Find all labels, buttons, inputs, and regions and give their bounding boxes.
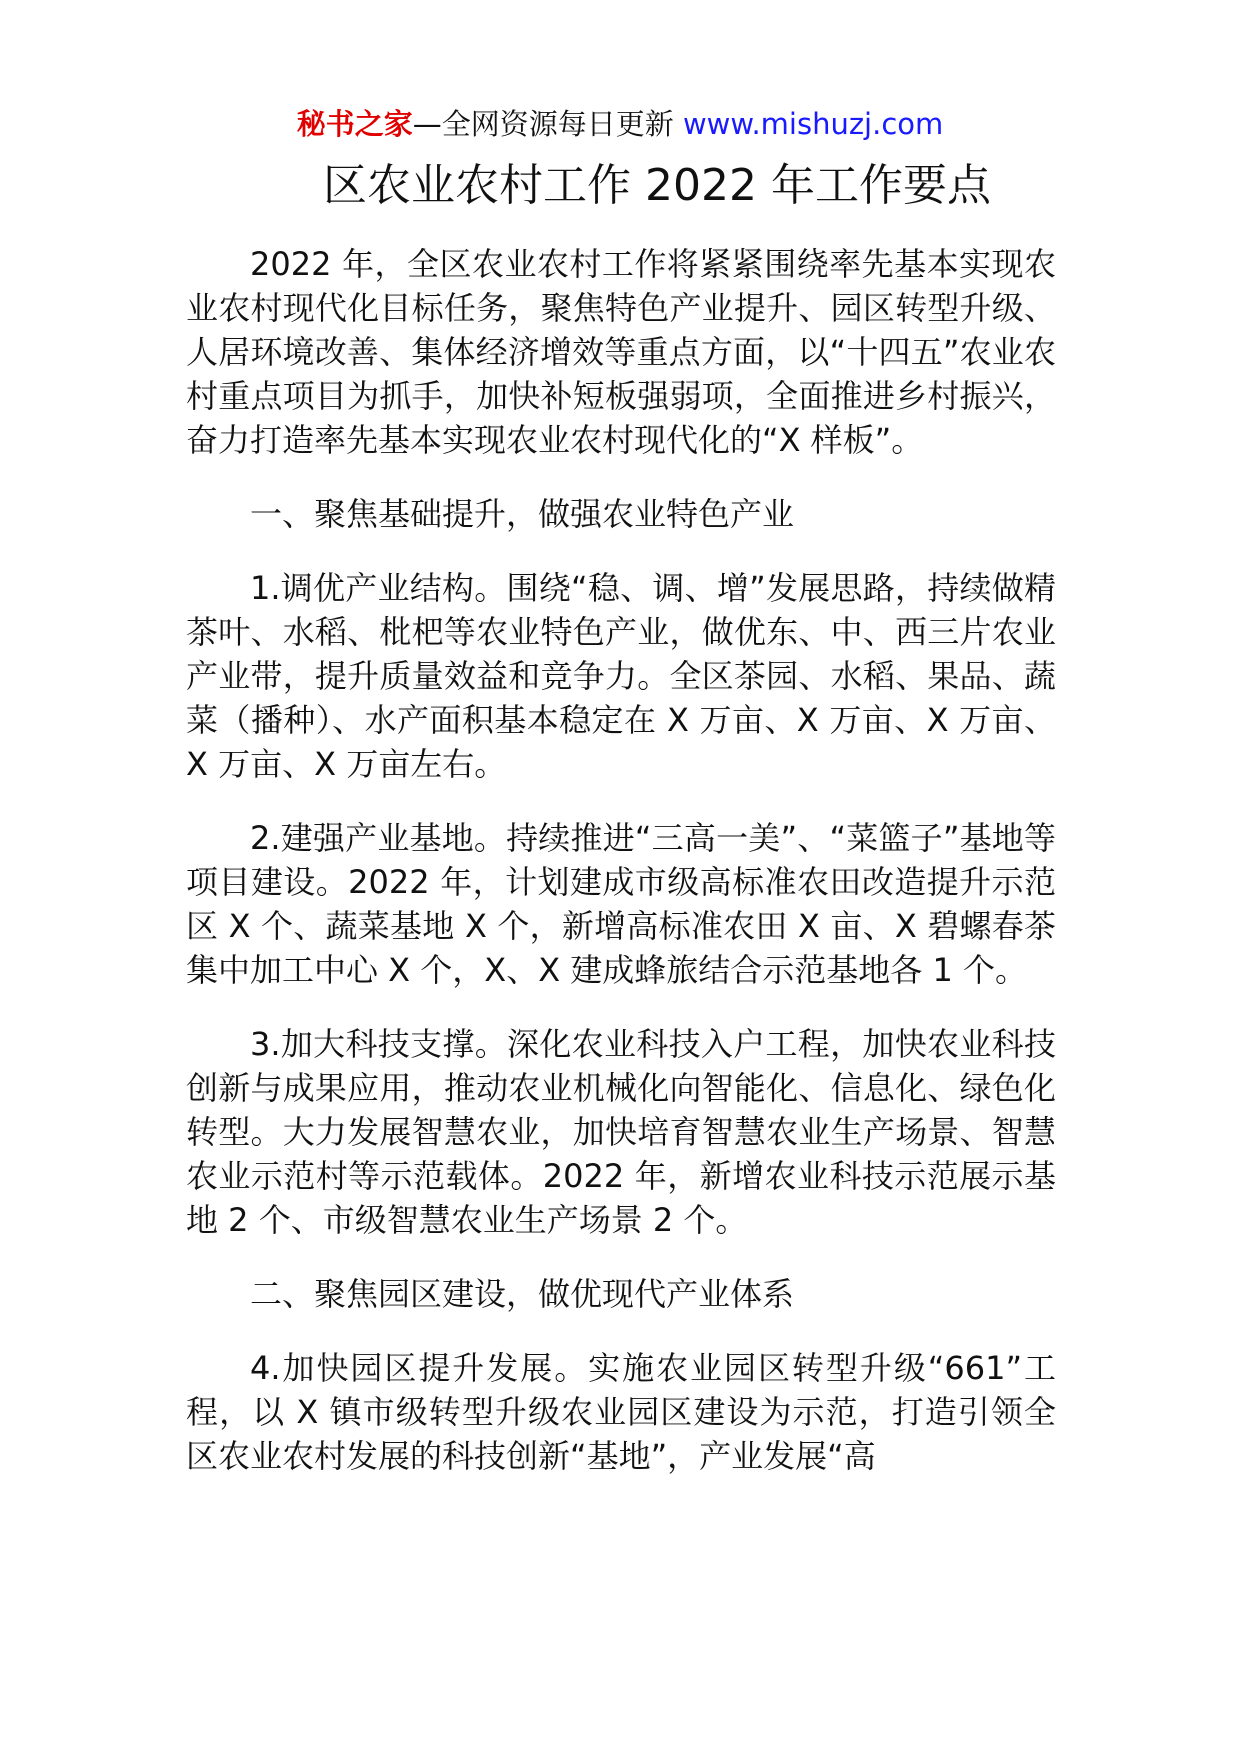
header-tagline: —全网资源每日更新	[412, 107, 683, 141]
section-heading-2: 二、聚焦园区建设，做优现代产业体系	[250, 1275, 795, 1313]
site-header	[0, 104, 1240, 144]
document-title: 区农业农村工作 2022 年工作要点	[323, 160, 991, 211]
item-paragraph-4: 4.加快园区提升发展。实施农业园区转型升级“661”工程，以 X 镇市级转型升级农业园区建设为示范，打造引领全区农业农村发展的科技创新“基地”，产业发展“高	[186, 1349, 1056, 1475]
site-url: www.mishuzj.com	[682, 107, 944, 141]
section-heading-1: 一、聚焦基础提升，做强农业特色产业	[250, 495, 795, 533]
item-paragraph-1: 1.调优产业结构。围绕“稳、调、增”发展思路，持续做精茶叶、水稻、枇杷等农业特色产业，做优东、中、西三片农业产业带，提升质量效益和竞争力。全区茶园、水稻、果品、蔬菜（播种）、水产面积基本稳定在 X 万亩、X 万亩、X 万亩、X 万亩、X 万亩左右。	[186, 569, 1056, 783]
item-paragraph-2: 2.建强产业基地。持续推进“三高一美”、“菜篮子”基地等项目建设。2022 年，计划建成市级高标准农田改造提升示范区 X 个、蔬菜基地 X 个，新增高标准农田 X 亩、X 碧螺春茶集中加工中心 X 个，X、X 建成蜂旅结合示范基地各 1 个。	[186, 819, 1056, 989]
brand-name: 秘书之家	[296, 107, 413, 141]
document-body	[186, 242, 1056, 1508]
intro-paragraph: 2022 年，全区农业农村工作将紧紧围绕率先基本实现农业农村现代化目标任务，聚焦特色产业提升、园区转型升级、人居环境改善、集体经济增效等重点方面，以“十四五”农业农村重点项目为抓手，加快补短板强弱项，全面推进乡村振兴，奋力打造率先基本实现农业农村现代化的“X 样板”。	[186, 245, 1056, 459]
item-paragraph-3: 3.加大科技支撑。深化农业科技入户工程，加快农业科技创新与成果应用，推动农业机械化向智能化、信息化、绿色化转型。大力发展智慧农业，加快培育智慧农业生产场景、智慧农业示范村等示范载体。2022 年，新增农业科技示范展示基地 2 个、市级智慧农业生产场景 2 个。	[186, 1025, 1056, 1239]
